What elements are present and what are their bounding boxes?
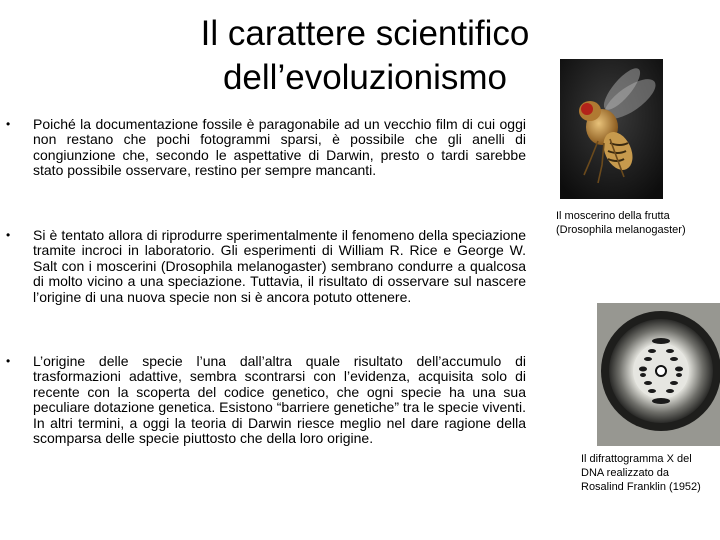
dna-caption-line-3: Rosalind Franklin (1952) <box>581 481 701 493</box>
slide-title <box>150 12 580 100</box>
dna-caption-line-1: Il difrattogramma X del <box>581 453 692 465</box>
bullet-text: L’origine delle specie l’una dall’altra quale risultato dell’accumulo di trasformazioni adattive, sembra scontrarsi con l’evidenza, acquisita solo di recente con la scoperta del codice genetico, che ogni specie ha una sua peculiare dotazione genetica. Esistono “barriere genetiche” tra le specie viventi. In altri termini, a oggi la teoria di Darwin riesce meglio nel dare ragione della scomparsa delle specie piuttosto che della loro origine. <box>33 353 526 447</box>
dna-caption <box>581 452 716 494</box>
bullet-marker: • <box>6 117 11 131</box>
bullet-marker: • <box>6 228 11 242</box>
slide-title-line-2: dell’evoluzionismo <box>222 58 508 97</box>
dna-diffraction-photo <box>597 303 720 446</box>
dna-diffraction-illustration <box>597 303 720 446</box>
bullet-item <box>6 116 526 179</box>
slide-title-line-1: Il carattere scientifico <box>200 14 530 53</box>
bullet-item <box>6 353 526 447</box>
bullet-item <box>6 227 526 305</box>
bullet-text: Poiché la documentazione fossile è paragonabile ad un vecchio film di cui oggi non restano che pochi fotogrammi sparsi, è possibile che gli anelli di congiunzione che, secondo le aspettative di Darwin, presto o tardi sarebbe stato possibile osservare, restino per sempre mancanti. <box>33 116 526 179</box>
fruit-fly-caption <box>556 209 716 237</box>
bullet-text: Si è tentato allora di riprodurre sperimentalmente il fenomeno della speciazione tramite incroci in laboratorio. Gli esperimenti di William R. Rice e George W. Salt con i moscerini (Drosophila melanogaster) sembrano condurre a qualcosa di molto vicino a una speciazione. Tuttavia, il risultato di osservare sul nascere l’origine di una nuova specie non si è ancora potuto ottenere. <box>33 227 526 305</box>
fruit-fly-caption-line-1: Il moscerino della frutta <box>556 210 670 222</box>
fruit-fly-caption-line-2: (Drosophila melanogaster) <box>556 224 686 236</box>
bullet-marker: • <box>6 354 11 368</box>
dna-caption-line-2: DNA realizzato da <box>581 467 670 479</box>
fruit-fly-illustration <box>560 59 663 199</box>
fruit-fly-photo <box>560 59 663 199</box>
